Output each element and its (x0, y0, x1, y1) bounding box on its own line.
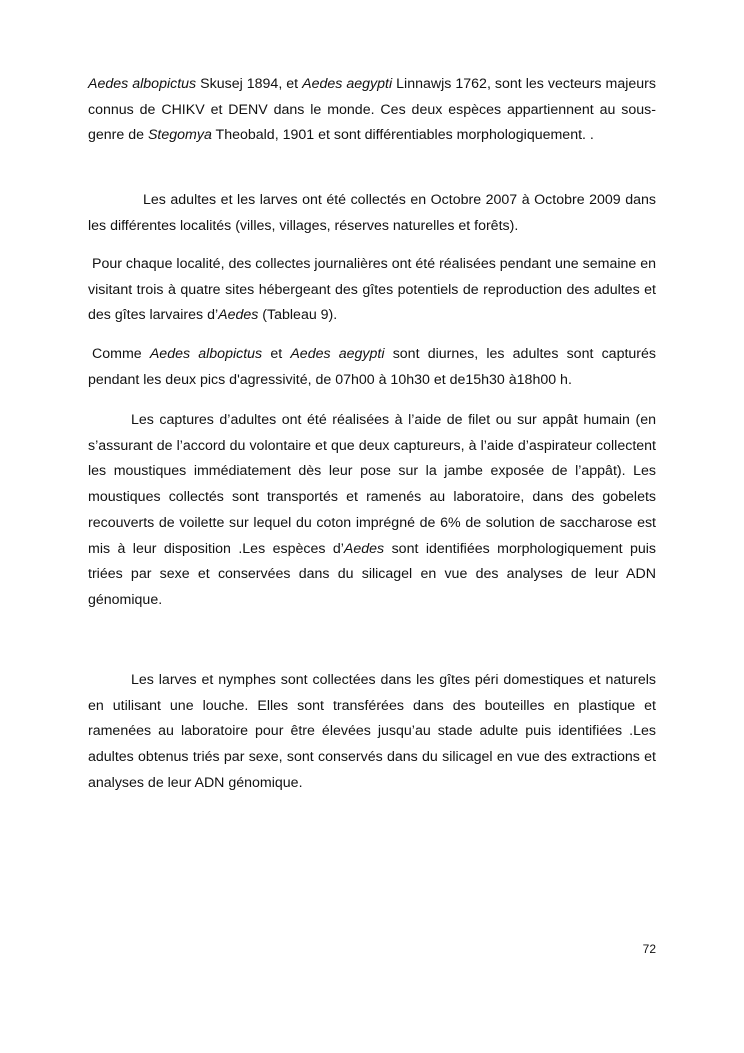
text-run: Pour chaque localité, des collectes journalières ont été réalisées pendant une semaine en visitant trois à quatre sites hébergeant des gîtes potentiels de reproduction des adultes et des gîtes larvaires d’ (88, 256, 656, 324)
text-run: (Tableau 9). (258, 307, 338, 324)
genus-name: Aedes (218, 307, 259, 324)
text-run: Les larves et nymphes sont collectées dans les gîtes péri domestiques et naturels en utilisant une louche. Elles sont transférées dans des bouteilles en plastique et ramenées au laboratoire pour être élevées jusqu’au stade adulte puis identifiées .Les adultes obtenus triés par sexe, sont conservés dans du silicagel en vue des extractions et analyses de leur ADN génomique. (88, 672, 656, 791)
text-run: Les captures d’adultes ont été réalisées à l’aide de filet ou sur appât humain (en s’assurant de l’accord du volontaire et que deux captureurs, à l’aide d’aspirateur collectent les moustiques immédiatement dès leur pose sur la jambe exposée de l’appât). Les moustiques collectés sont transportés et ramenés au laboratoire, dans des gobelets recouverts de voilette sur lequel du coton imprégné de 6% de solution de saccharose est mis à leur disposition .Les espèces d’ (88, 412, 656, 557)
subgenus-name: Stegomya (147, 127, 212, 144)
text-run: sont diurnes, les adultes sont capturés pendant les deux pics d'agressivité, de 07h00 à 10h30 et de15h30 à18h00 h. (88, 346, 657, 388)
text-run: et (262, 346, 291, 362)
genus-name: Aedes (343, 540, 385, 557)
text-run: Linnawjs 1762, sont les vecteurs majeurs connus de CHIKV et DENV dans le monde. Ces deux espèces appartiennent au sous-genre de (88, 76, 656, 144)
text-run: Les adultes et les larves ont été collectés en Octobre 2007 à Octobre 2009 dans les différentes localités (villes, villages, réserves naturelles et forêts). (88, 192, 656, 234)
species-name: Aedes aegypti (290, 346, 385, 362)
text-run: sont identifiées morphologiquement puis triées par sexe et conservées dans du silicagel en vue des analyses de leur ADN génomique. (88, 540, 656, 608)
text-run: Skusej 1894, et (196, 76, 303, 92)
paragraph-species-intro (88, 72, 656, 149)
paragraph-adult-captures (88, 408, 656, 614)
paragraph-capture-times (88, 342, 656, 393)
paragraph-daily-collections (88, 252, 656, 329)
species-name: Aedes albopictus (149, 346, 263, 362)
species-name: Aedes albopictus (88, 76, 197, 92)
species-name: Aedes aegypti (302, 76, 393, 92)
text-run: Theobald, 1901 et sont différentiables morphologiquement. . (211, 127, 594, 144)
paragraph-collection-period (88, 188, 656, 239)
page-number: 72 (642, 942, 656, 956)
paragraph-larvae-collection (88, 668, 656, 797)
text-run: Comme (92, 346, 150, 362)
